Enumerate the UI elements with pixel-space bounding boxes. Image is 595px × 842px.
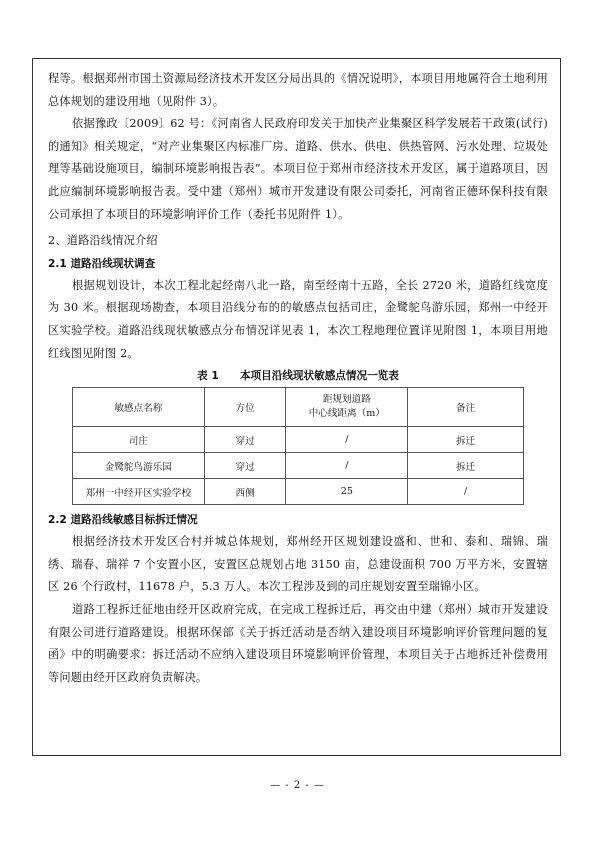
- table-caption: 表 1 本项目沿线现状敏感点情况一览表: [197, 370, 399, 383]
- table-cell: 西侧: [204, 479, 286, 505]
- subsection-heading-2-1: 2.1 道路沿线现状调查: [48, 257, 156, 270]
- document-body: [48, 68, 548, 689]
- paragraph-intro-2: 依据豫政〔2009〕62 号：《河南省人民政府印发关于加快产业集聚区科学发展若干政策(试行)的通知》相关规定，“对产业集聚区内标准厂房、道路、供水、供电、供热管网、污水处理、垃圾处理等基础设施项目，编制环境影响报告表”。本项目位于郑州市经济技术开发区，属于道路项目，因此应编制环境影响报告表。受中建（郑州）城市开发建设有限公司委托，河南省正德环保科技有限公司承担了本项目的环境影响评价工作（委托书见附件 1）。: [48, 117, 548, 221]
- table-header-cell: 距规划道路 中心线距离（m）: [286, 388, 408, 427]
- table-row: [73, 479, 524, 505]
- subsection-heading-2-2: 2.2 道路沿线敏感目标拆迁情况: [48, 514, 198, 527]
- sensitive-points-table: [72, 387, 524, 505]
- table-cell: 穿过: [204, 427, 286, 453]
- section-heading-2: 2、道路沿线情况介绍: [48, 234, 158, 248]
- table-row: [73, 453, 524, 479]
- table-cell: /: [286, 453, 408, 479]
- table-header-row: [73, 388, 524, 427]
- table-cell: 25: [286, 479, 408, 505]
- table-cell: 金鹭鸵鸟游乐园: [73, 453, 205, 479]
- table-cell: 拆迁: [408, 453, 524, 479]
- paragraph-intro-1: 程等。根据郑州市国土资源局经济技术开发区分局出具的《情况说明》，本项目用地属符合土地利用总体规划的建设用地（见附件 3）。: [48, 72, 548, 108]
- table-header-cell: 方位: [204, 388, 286, 427]
- table-cell: 郑州一中经开区实验学校: [73, 479, 205, 505]
- table-row: [73, 427, 524, 453]
- table-header-cell: 敏感点名称: [73, 388, 205, 427]
- table-cell: /: [408, 479, 524, 505]
- paragraph-2-1: 根据规划设计，本次工程北起经南八北一路，南至经南十五路，全长 2720 米，道路红线宽度为 30 米。根据现场勘查，本项目沿线分布的的敏感点包括司庄，金鹭鸵鸟游乐园，郑州一中经开区实验学校。道路沿线现状敏感点分布情况详见表 1，本次工程地理位置详见附图 1，本项目用地红线图见附图 2。: [48, 278, 548, 360]
- table-cell: 拆迁: [408, 427, 524, 453]
- page-number: — - 2 - —: [270, 780, 325, 791]
- table-header-cell: 备注: [408, 388, 524, 427]
- paragraph-2-2-1: 根据经济技术开发区合村并城总体规划，郑州经开区规划建设盛和、世和、泰和、瑞锦、瑞绣、瑞春、瑞祥 7 个安置小区，安置区总规划占地 3150 亩，总建设面积 700 万平方米，安置辖区 26 个行政村，11678 户，5.3 万人。本次工程涉及到的司庄规划安置至瑞锦小区。: [48, 535, 548, 594]
- table-cell: 司庄: [73, 427, 205, 453]
- paragraph-2-2-2: 道路工程拆迁征地由经开区政府完成，在完成工程拆迁后，再交由中建（郑州）城市开发建设有限公司进行道路建设。根据环保部《关于拆迁活动是否纳入建设项目环境影响评价管理问题的复函》中的明确要求：拆迁活动不应纳入建设项目环境影响评价管理，本项目关于占地拆迁补偿费用等问题由经开区政府负责解决。: [48, 602, 548, 684]
- table-cell: /: [286, 427, 408, 453]
- table-cell: 穿过: [204, 453, 286, 479]
